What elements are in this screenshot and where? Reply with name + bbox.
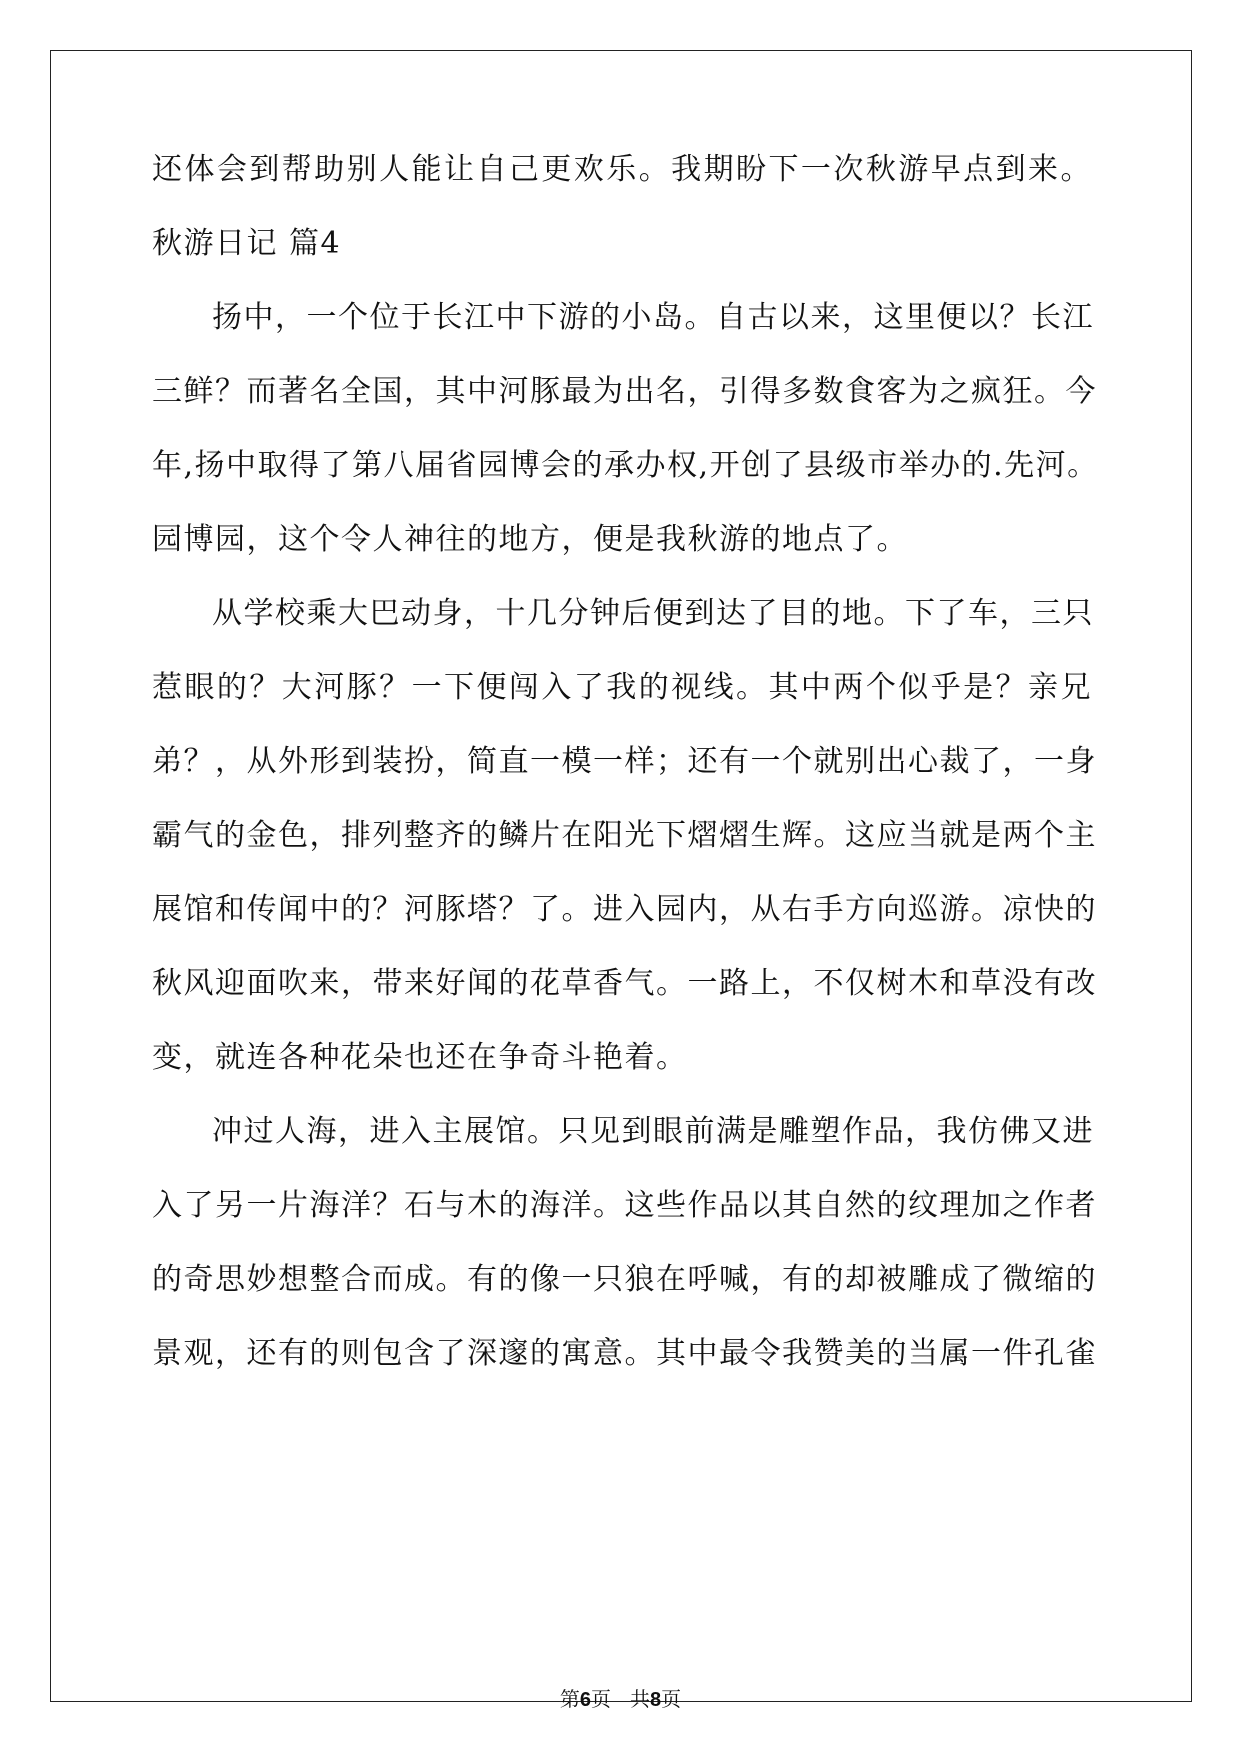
text-line: 惹眼的？大河豚？一下便闯入了我的视线。其中两个似乎是？亲兄 bbox=[152, 670, 1092, 705]
text-line: 霸气的金色，排列整齐的鳞片在阳光下熠熠生辉。这应当就是两个主 bbox=[152, 818, 1097, 853]
text-line: 冲过人海，进入主展馆。只见到眼前满是雕塑作品，我仿佛又进 bbox=[212, 1114, 1094, 1149]
footer-mid: 页 共 bbox=[590, 1687, 651, 1711]
text-line: 变，就连各种花朵也还在争奇斗艳着。 bbox=[152, 1040, 688, 1075]
text-line: 扬中，一个位于长江中下游的小岛。自古以来，这里便以？长江 bbox=[212, 300, 1094, 335]
text-line: 三鲜？而著名全国，其中河豚最为出名，引得多数食客为之疯狂。今 bbox=[152, 374, 1097, 409]
text-line: 弟？，从外形到装扮，简直一模一样；还有一个就别出心裁了，一身 bbox=[152, 744, 1097, 779]
page-footer bbox=[0, 1686, 1241, 1713]
current-page-number: 6 bbox=[579, 1689, 591, 1711]
footer-prefix: 第 bbox=[559, 1687, 580, 1711]
text-line: 园博园，这个令人神往的地方，便是我秋游的地点了。 bbox=[152, 522, 908, 557]
text-line: 还体会到帮助别人能让自己更欢乐。我期盼下一次秋游早点到来。 bbox=[152, 152, 1092, 187]
text-line: 年,扬中取得了第八届省园博会的承办权,开创了县级市举办的.先河。 bbox=[152, 448, 1099, 483]
text-line: 从学校乘大巴动身，十几分钟后便到达了目的地。下了车，三只 bbox=[212, 596, 1094, 631]
text-line: 的奇思妙想整合而成。有的像一只狼在呼喊，有的却被雕成了微缩的 bbox=[152, 1262, 1097, 1297]
footer-suffix: 页 bbox=[661, 1687, 682, 1711]
text-line: 秋风迎面吹来，带来好闻的花草香气。一路上，不仅树木和草没有改 bbox=[152, 966, 1097, 1001]
section-heading: 秋游日记 篇4 bbox=[152, 226, 342, 261]
text-line: 景观，还有的则包含了深邃的寓意。其中最令我赞美的当属一件孔雀 bbox=[152, 1336, 1097, 1371]
text-line: 展馆和传闻中的？河豚塔？了。进入园内，从右手方向巡游。凉快的 bbox=[152, 892, 1097, 927]
text-line: 入了另一片海洋？石与木的海洋。这些作品以其自然的纹理加之作者 bbox=[152, 1188, 1097, 1223]
total-pages-number: 8 bbox=[650, 1689, 662, 1711]
